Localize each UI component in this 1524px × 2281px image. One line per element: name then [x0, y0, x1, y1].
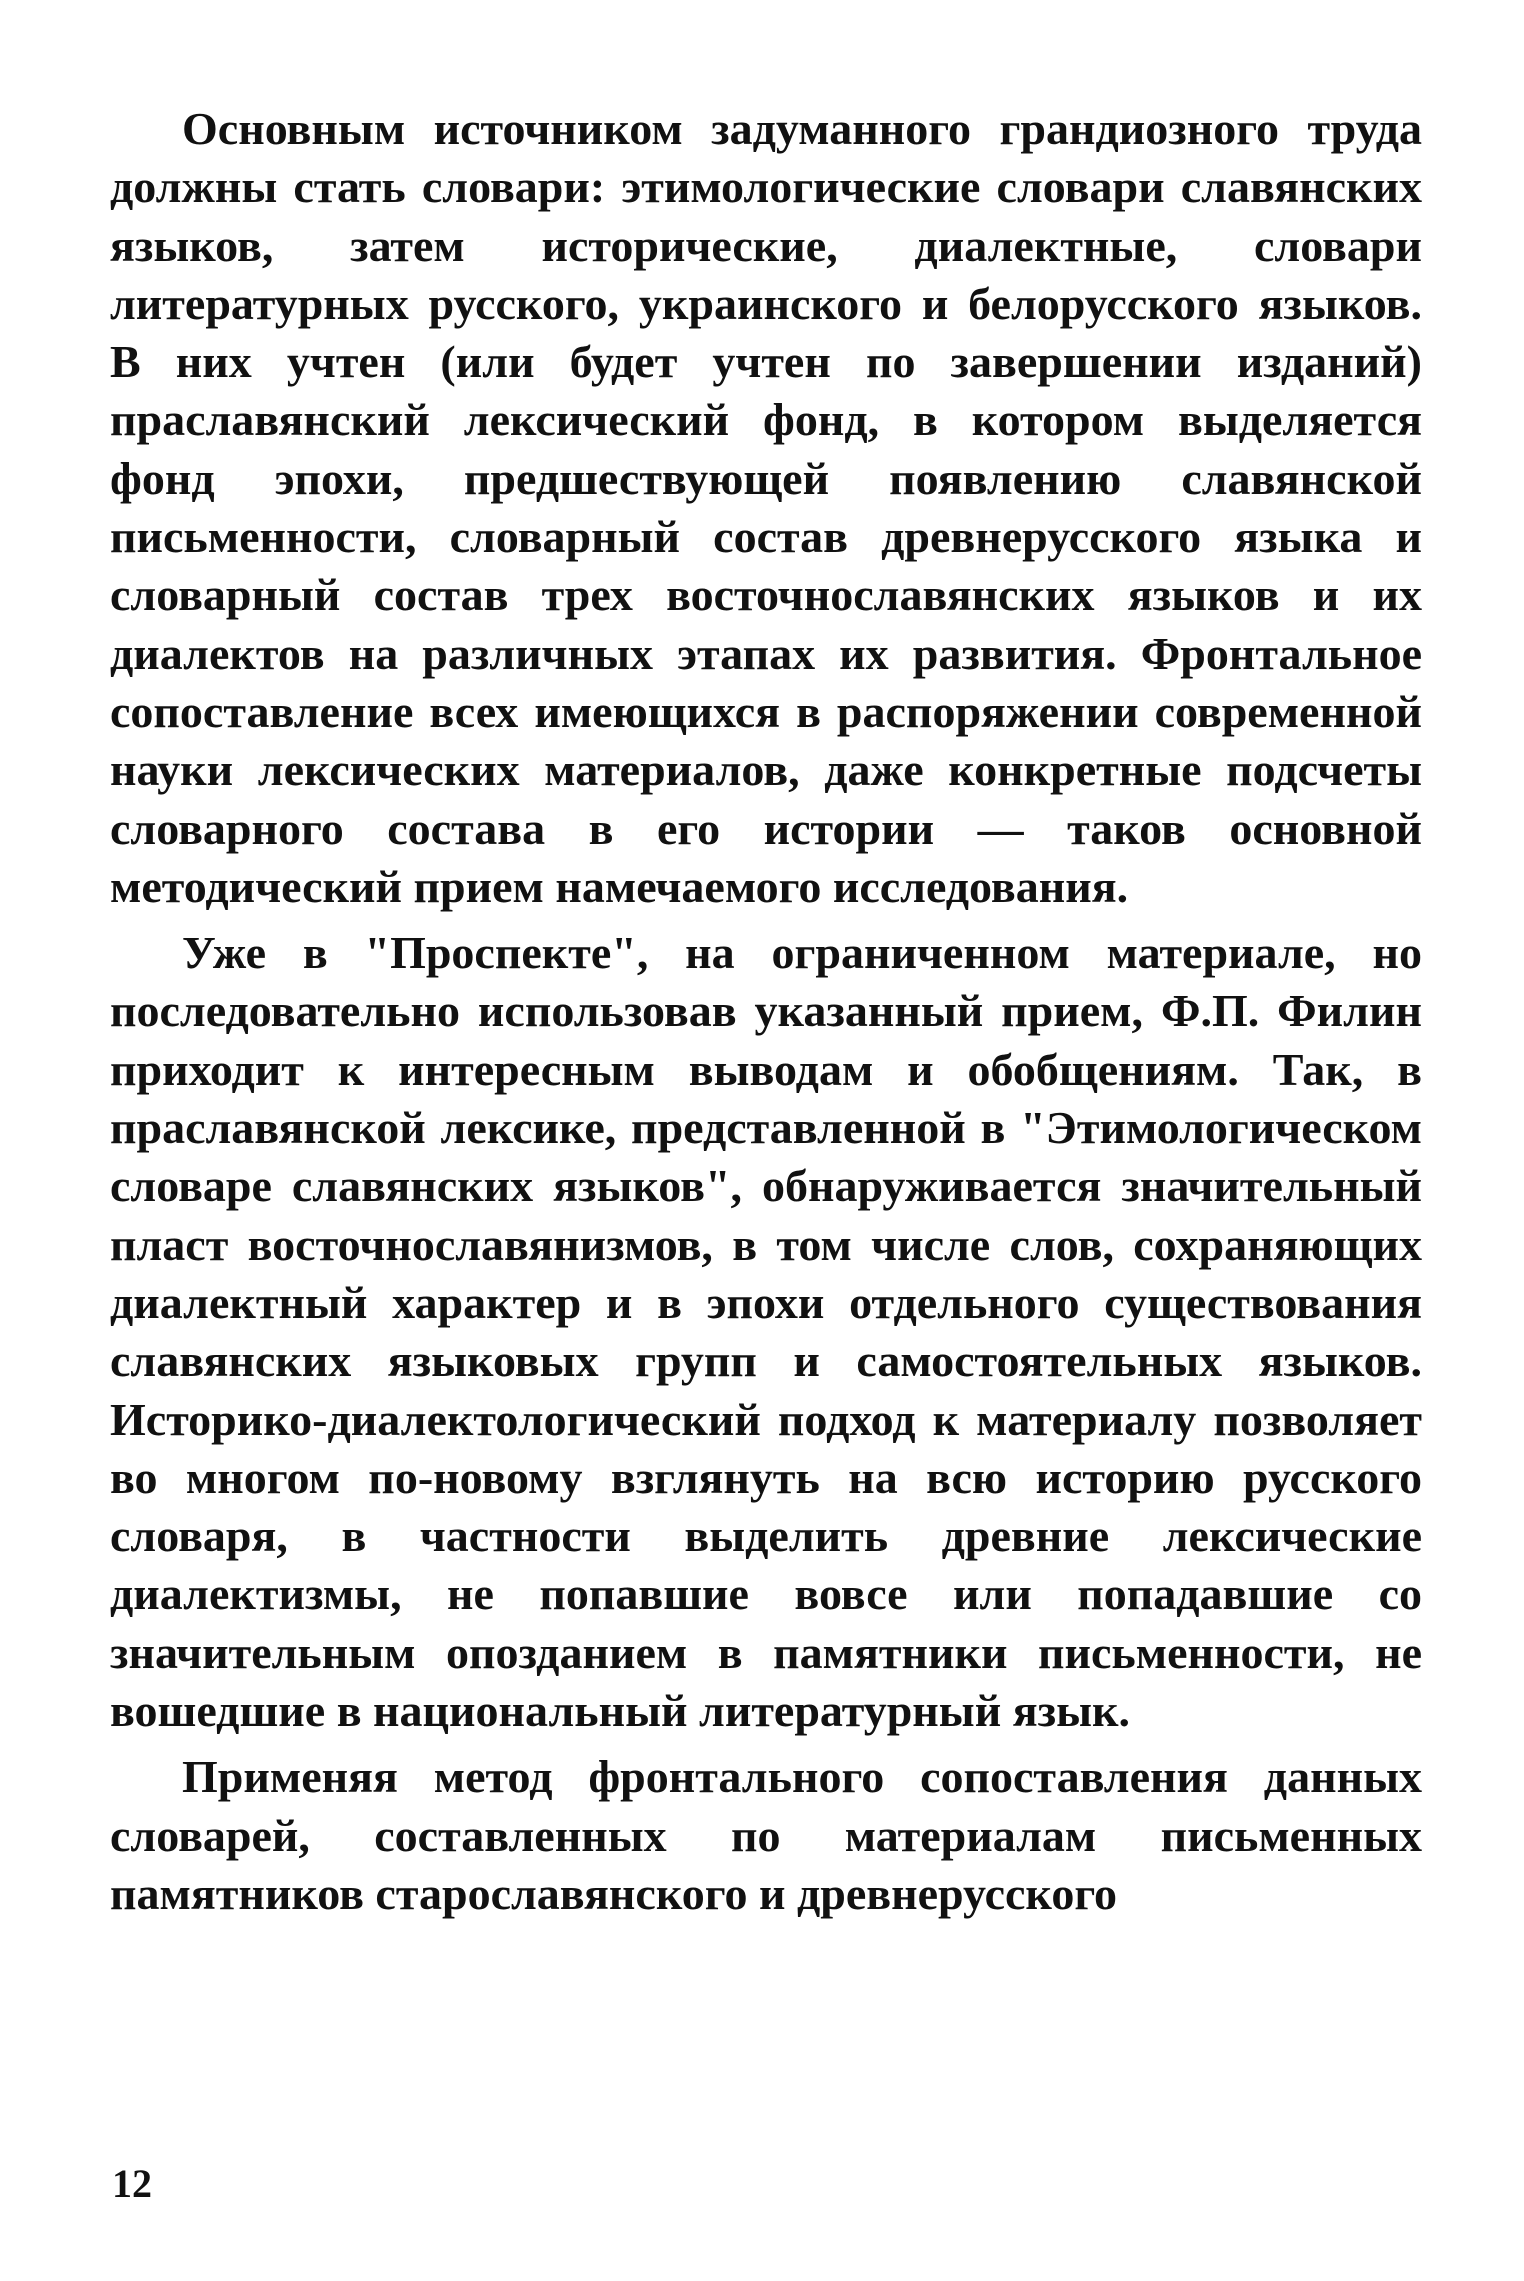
paragraph-3: Применяя метод фронтального сопоставления данных словарей, составленных по материалам письменных памятников старославянского и древнерусского [110, 1751, 1422, 1919]
page-number: 12 [112, 2161, 152, 2206]
paragraph-2: Уже в "Проспекте", на ограниченном материале, но последовательно использовав указанный прием, Ф.П. Филин приходит к интересным выводам и обобщениям. Так, в праславянской лексике, представленной в "Этимологическом словаре славянских языков", обнаруживается значительный пласт восточнославянизмов, в том числе слов, сохраняющих диалектный характер и в эпохи отдельного существования славянских языковых групп и самостоятельных языков. Историко-диалектологический подход к материалу позволяет во многом по-новому взглянуть на всю историю русского словаря, в частности выделить древние лексические диалектизмы, не попавшие вовсе или попадавшие со значительным опозданием в памятники письменности, не вошедшие в национальный литературный язык. [110, 927, 1422, 1737]
body-text [110, 100, 1422, 1931]
paragraph-1: Основным источником задуманного грандиозного труда должны стать словари: этимологические словари славянских языков, затем исторические, диалектные, словари литературных русского, украинского и белорусского языков. В них учтен (или будет учтен по завершении изданий) праславянский лексический фонд, в котором выделяется фонд эпохи, предшествующей появлению славянской письменности, словарный состав древнерусского языка и словарный состав трех восточнославянских языков и их диалектов на различных этапах их развития. Фронтальное сопоставление всех имеющихся в распоряжении современной науки лексических материалов, даже конкретные подсчеты словарного состава в его истории — таков основной методический прием намечаемого исследования. [110, 103, 1422, 912]
